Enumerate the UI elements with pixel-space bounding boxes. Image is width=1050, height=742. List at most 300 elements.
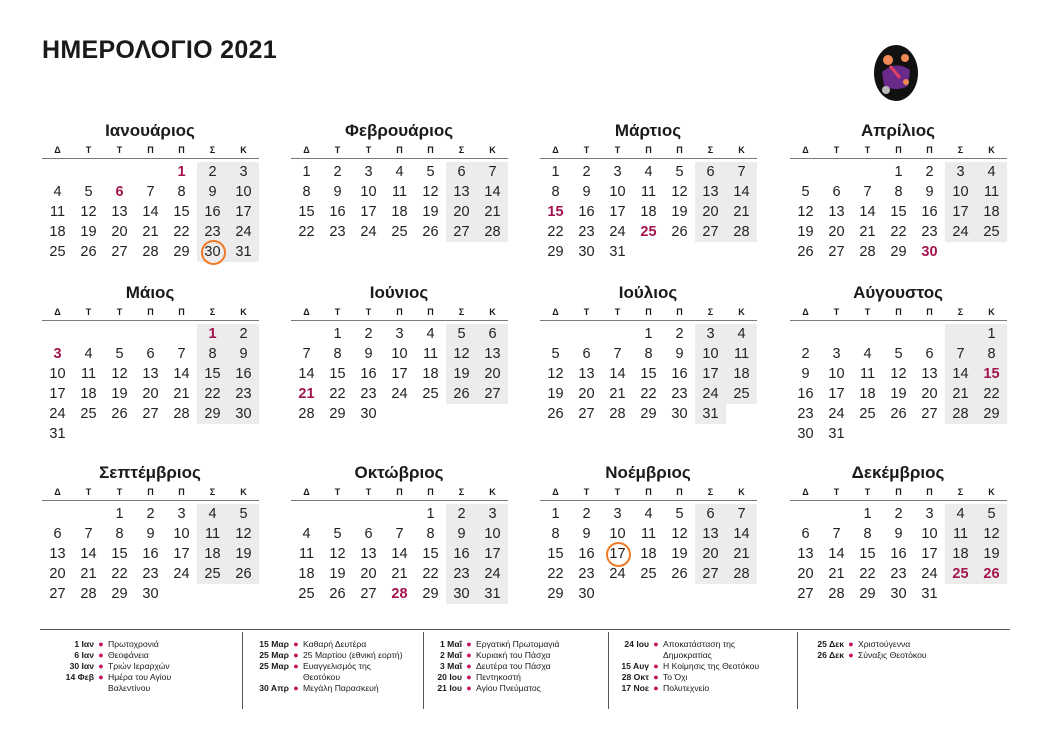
month-grid (790, 142, 1006, 262)
logo-icon (870, 42, 922, 104)
legend-item (430, 672, 559, 683)
day-cell: 28 (391, 586, 408, 602)
day-cell: 5 (115, 346, 124, 362)
empty-cell (883, 324, 914, 344)
day-cell: 4 (84, 346, 93, 362)
legend-item (54, 672, 171, 683)
day-cell: 3 (228, 162, 259, 182)
day-cell: 6 (695, 504, 726, 524)
day-cell: 6 (925, 346, 934, 362)
empty-cell (821, 324, 852, 344)
weekday-header: Τ (104, 304, 135, 321)
weekday-header: Τ (73, 142, 104, 159)
day-cell: 19 (671, 204, 688, 220)
day-cell: 26 (671, 224, 688, 240)
weekday-header: Κ (477, 142, 508, 159)
day-cell: 2 (197, 162, 228, 182)
day-cell: 4 (644, 506, 653, 522)
day-cell: 18 (391, 204, 408, 220)
day-cell: 18 (422, 366, 439, 382)
day-cell: 27 (921, 406, 938, 422)
weekday-header: Τ (571, 304, 602, 321)
day-cell: 11 (197, 524, 228, 544)
bullet-icon: ● (466, 650, 472, 660)
day-cell: 12 (547, 366, 564, 382)
day-cell: 7 (146, 184, 155, 200)
day-cell: 16 (197, 202, 228, 222)
day-cell: 22 (547, 566, 564, 582)
day-cell: 8 (644, 346, 653, 362)
day-cell: 2 (146, 506, 155, 522)
empty-cell (353, 504, 384, 524)
day-cell: 10 (391, 346, 408, 362)
day-cell: 28 (828, 586, 845, 602)
legend-item (54, 639, 171, 650)
month-calendar (540, 120, 756, 262)
day-cell: 29 (547, 586, 564, 602)
day-cell: 6 (53, 526, 62, 542)
day-cell: 19 (446, 364, 477, 384)
day-cell: 1 (894, 164, 903, 180)
day-cell: 20 (797, 566, 814, 582)
day-cell: 5 (84, 184, 93, 200)
day-cell: 22 (111, 566, 128, 582)
month-grid (291, 484, 507, 604)
legend-date: 3 Μαΐ (440, 661, 462, 671)
month-calendar (291, 282, 507, 424)
empty-cell (104, 162, 135, 182)
day-cell: 25 (859, 406, 876, 422)
day-cell: 14 (828, 546, 845, 562)
weekday-header: Τ (821, 484, 852, 501)
weekday-header: Τ (322, 304, 353, 321)
day-cell: 21 (477, 202, 508, 222)
day-cell: 14 (142, 204, 159, 220)
day-cell: 10 (945, 182, 976, 202)
month-calendar (790, 120, 1006, 262)
empty-cell (73, 162, 104, 182)
weekday-header: Σ (945, 142, 976, 159)
weekday-header: Τ (353, 304, 384, 321)
weekday-header: Σ (945, 484, 976, 501)
day-cell: 6 (695, 162, 726, 182)
day-cell: 3 (177, 506, 186, 522)
legend-text: Εργατική Πρωτομαγιά (476, 639, 560, 649)
day-cell: 13 (142, 366, 159, 382)
day-cell: 9 (228, 344, 259, 364)
day-cell: 8 (976, 344, 1007, 364)
day-cell: 31 (228, 242, 259, 262)
weekday-header: Σ (695, 484, 726, 501)
weekday-header: Τ (821, 142, 852, 159)
day-cell: 8 (551, 184, 560, 200)
day-cell: 24 (360, 224, 377, 240)
weekday-header: Π (664, 142, 695, 159)
month-name: Δεκέμβριος (851, 463, 945, 482)
weekday-header: Κ (477, 484, 508, 501)
legend-column (797, 632, 927, 709)
bullet-icon (94, 683, 108, 694)
day-cell: 4 (395, 164, 404, 180)
empty-cell (790, 504, 821, 524)
day-cell: 6 (477, 324, 508, 344)
day-cell: 22 (422, 566, 439, 582)
day-cell: 9 (364, 346, 373, 362)
day-cell: 14 (80, 546, 97, 562)
day-cell: 1 (551, 164, 560, 180)
day-cell: 4 (863, 346, 872, 362)
day-cell: 20 (446, 202, 477, 222)
weekday-header: Σ (945, 304, 976, 321)
day-cell: 21 (609, 386, 626, 402)
day-cell: 28 (726, 222, 757, 242)
day-cell: 17 (173, 546, 190, 562)
month-calendar (291, 120, 507, 242)
day-cell: 18 (298, 566, 315, 582)
month-grid (42, 304, 258, 444)
weekday-header: Κ (726, 142, 757, 159)
weekday-header: Κ (477, 304, 508, 321)
day-cell: 26 (422, 224, 439, 240)
legend-text: Ημέρα του Αγίου (108, 672, 172, 682)
day-cell: 23 (142, 566, 159, 582)
legend-item (430, 661, 559, 672)
legend-date: 26 Δεκ (817, 650, 844, 660)
weekday-header: Τ (852, 484, 883, 501)
day-cell: 20 (111, 224, 128, 240)
day-cell: 13 (360, 546, 377, 562)
day-cell: 31 (477, 584, 508, 604)
day-cell: 11 (859, 366, 876, 382)
day-cell: 14 (298, 366, 315, 382)
legend-column (423, 632, 559, 709)
weekday-header: Π (166, 142, 197, 159)
month-name: Φεβρουάριος (344, 121, 454, 140)
month-name: Νοέμβριος (605, 463, 691, 482)
day-cell: 15 (197, 364, 228, 384)
legend-date: 21 Ιου (437, 683, 462, 693)
day-cell: 24 (173, 566, 190, 582)
weekday-header: Τ (353, 484, 384, 501)
day-cell: 3 (477, 504, 508, 524)
day-cell: 5 (675, 506, 684, 522)
day-cell: 6 (582, 346, 591, 362)
day-cell: 29 (173, 244, 190, 260)
day-cell: 29 (329, 406, 346, 422)
day-cell: 20 (828, 224, 845, 240)
day-cell: 28 (945, 404, 976, 424)
day-cell: 26 (547, 406, 564, 422)
bullet-icon: ● (848, 650, 854, 660)
legend-text: Τριών Ιεραρχών (108, 661, 170, 671)
legend-date: 17 Νοε (621, 683, 649, 693)
day-cell: 10 (228, 182, 259, 202)
weekday-header: Π (166, 484, 197, 501)
legend-item (249, 672, 403, 683)
legend-date: 15 Μαρ (259, 639, 289, 649)
day-cell: 6 (364, 526, 373, 542)
day-cell: 7 (945, 344, 976, 364)
empty-cell (104, 324, 135, 344)
empty-cell (291, 324, 322, 344)
legend-text: Σύναξις Θεοτόκου (858, 650, 927, 660)
day-cell: 16 (360, 366, 377, 382)
day-cell: 23 (228, 384, 259, 404)
empty-cell (135, 324, 166, 344)
weekday-header: Π (415, 304, 446, 321)
weekday-header: Σ (446, 304, 477, 321)
day-cell: 2 (333, 164, 342, 180)
day-cell: 12 (671, 184, 688, 200)
day-cell: 30 (578, 586, 595, 602)
day-cell: 10 (921, 526, 938, 542)
legend-item (430, 650, 559, 661)
day-cell: 2 (894, 506, 903, 522)
day-cell: 24 (477, 564, 508, 584)
day-cell: 22 (298, 224, 315, 240)
legend-item (804, 650, 927, 661)
day-cell: 7 (726, 162, 757, 182)
day-cell: 12 (890, 366, 907, 382)
day-cell: 8 (177, 184, 186, 200)
month-calendar (42, 282, 258, 444)
legend-date: 25 Μαρ (259, 650, 289, 660)
weekday-header: Τ (73, 304, 104, 321)
day-cell: 21 (80, 566, 97, 582)
day-cell: 12 (80, 204, 97, 220)
day-cell: 24 (921, 566, 938, 582)
weekday-header: Σ (197, 484, 228, 501)
weekday-header: Σ (446, 484, 477, 501)
day-cell: 10 (477, 524, 508, 544)
weekday-header: Σ (446, 142, 477, 159)
day-cell: 3 (364, 164, 373, 180)
legend-text: Πολυτεχνείο (663, 683, 710, 693)
day-cell: 8 (115, 526, 124, 542)
day-cell: 7 (84, 526, 93, 542)
bullet-icon: ● (293, 683, 299, 693)
weekday-header: Δ (291, 484, 322, 501)
day-cell: 5 (228, 504, 259, 524)
weekday-header: Δ (291, 142, 322, 159)
weekday-header: Δ (291, 304, 322, 321)
weekday-header: Σ (197, 304, 228, 321)
day-cell: 23 (921, 224, 938, 240)
day-cell: 28 (298, 406, 315, 422)
day-cell: 4 (644, 164, 653, 180)
empty-cell (790, 162, 821, 182)
legend-item (430, 639, 559, 650)
day-cell: 4 (302, 526, 311, 542)
day-cell: 2 (675, 326, 684, 342)
day-cell: 18 (976, 202, 1007, 222)
weekday-header: Π (883, 142, 914, 159)
bullet-icon: ● (293, 650, 299, 660)
day-cell: 14 (726, 182, 757, 202)
day-cell: 12 (976, 524, 1007, 544)
day-cell: 21 (142, 224, 159, 240)
weekday-header: Τ (322, 142, 353, 159)
day-cell: 12 (422, 184, 439, 200)
day-cell: 10 (49, 366, 66, 382)
day-cell: 18 (859, 386, 876, 402)
day-cell: 15 (859, 546, 876, 562)
day-cell: 7 (302, 346, 311, 362)
month-name: Οκτώβριος (354, 463, 444, 482)
day-cell: 8 (894, 184, 903, 200)
day-cell: 24 (609, 224, 626, 240)
day-cell: 14 (726, 524, 757, 544)
day-cell: 11 (640, 184, 657, 200)
legend-date: 25 Δεκ (817, 639, 844, 649)
day-cell: 28 (859, 244, 876, 260)
day-cell: 30 (578, 244, 595, 260)
bullet-icon: ● (653, 683, 659, 693)
legend-date: 30 Ιαν (69, 661, 94, 671)
day-cell: 13 (578, 366, 595, 382)
day-cell: 12 (111, 366, 128, 382)
day-cell: 11 (726, 344, 757, 364)
day-cell: 5 (446, 324, 477, 344)
weekday-header: Τ (104, 142, 135, 159)
day-cell: 24 (695, 384, 726, 404)
day-cell: 8 (302, 184, 311, 200)
empty-cell (73, 504, 104, 524)
weekday-header: Π (914, 304, 945, 321)
day-cell: 12 (329, 546, 346, 562)
day-cell: 28 (477, 222, 508, 242)
weekday-header: Τ (852, 142, 883, 159)
day-cell: 26 (671, 566, 688, 582)
day-cell: 31 (828, 426, 845, 442)
day-cell: 13 (446, 182, 477, 202)
day-cell: 24 (828, 406, 845, 422)
day-cell: 6 (832, 184, 841, 200)
day-cell: 18 (49, 224, 66, 240)
day-cell: 5 (426, 164, 435, 180)
day-cell: 29 (422, 586, 439, 602)
weekday-header: Π (633, 304, 664, 321)
day-cell: 7 (177, 346, 186, 362)
legend-item (54, 683, 171, 694)
day-cell: 3 (945, 162, 976, 182)
day-cell: 29 (859, 586, 876, 602)
day-cell: 9 (894, 526, 903, 542)
day-cell: 24 (391, 386, 408, 402)
weekday-header: Π (883, 484, 914, 501)
day-cell: 10 (360, 184, 377, 200)
month-calendar (790, 282, 1006, 444)
day-cell: 2 (364, 326, 373, 342)
day-cell: 23 (797, 406, 814, 422)
weekday-header: Κ (726, 304, 757, 321)
day-cell: 30 (228, 404, 259, 424)
bullet-icon: ● (466, 639, 472, 649)
day-cell: 18 (640, 546, 657, 562)
day-cell: 27 (828, 244, 845, 260)
legend-item (615, 683, 759, 694)
day-cell: 25 (726, 384, 757, 404)
day-cell: 22 (890, 224, 907, 240)
legend-text: Κυριακή του Πάσχα (476, 650, 551, 660)
weekday-header: Π (664, 484, 695, 501)
legend-column (242, 632, 403, 709)
day-cell: 10 (173, 526, 190, 542)
day-cell: 23 (360, 386, 377, 402)
weekday-header: Π (415, 142, 446, 159)
day-cell: 9 (582, 526, 591, 542)
day-cell: 14 (859, 204, 876, 220)
day-cell: 23 (329, 224, 346, 240)
day-cell: 27 (477, 384, 508, 404)
page-title: ΗΜΕΡΟΛΟΓΙΟ 2021 (42, 36, 277, 64)
legend-text: Βαλεντίνου (108, 683, 151, 693)
empty-cell (945, 324, 976, 344)
weekday-header: Π (135, 304, 166, 321)
day-cell: 4 (53, 184, 62, 200)
month-calendar (540, 282, 756, 424)
day-cell: 27 (695, 564, 726, 584)
legend-item (804, 639, 927, 650)
day-cell: 19 (797, 224, 814, 240)
weekday-header: Σ (695, 142, 726, 159)
legend-column (54, 639, 171, 694)
legend-column (608, 632, 759, 709)
legend-item (249, 683, 403, 694)
day-cell: 7 (477, 162, 508, 182)
day-cell: 1 (863, 506, 872, 522)
day-cell: 16 (921, 204, 938, 220)
weekday-header: Δ (790, 304, 821, 321)
day-cell: 23 (197, 222, 228, 242)
weekday-header: Τ (852, 304, 883, 321)
month-calendar (790, 462, 1006, 604)
day-cell: 13 (797, 546, 814, 562)
weekday-header: Π (384, 484, 415, 501)
empty-cell (571, 324, 602, 344)
weekday-header: Τ (104, 484, 135, 501)
weekday-header: Κ (228, 142, 259, 159)
day-cell: 30 (142, 586, 159, 602)
day-cell: 20 (477, 364, 508, 384)
day-cell: 18 (945, 544, 976, 564)
day-cell: 21 (945, 384, 976, 404)
day-cell: 1 (551, 506, 560, 522)
day-cell: 31 (49, 426, 66, 442)
legend-date: 28 Οκτ (621, 672, 649, 682)
bullet-icon (649, 650, 663, 661)
day-cell: 1 (426, 506, 435, 522)
empty-cell (73, 324, 104, 344)
day-cell: 2 (228, 324, 259, 344)
day-cell: 11 (422, 346, 439, 362)
day-cell: 25 (49, 244, 66, 260)
day-cell: 3 (613, 164, 622, 180)
day-cell: 26 (228, 564, 259, 584)
weekday-header: Π (633, 142, 664, 159)
day-cell: 15 (298, 204, 315, 220)
day-cell: 17 (49, 386, 66, 402)
day-cell: 1 (976, 324, 1007, 344)
legend-text: 25 Μαρτίου (εθνική εορτή) (303, 650, 403, 660)
day-cell: 29 (111, 586, 128, 602)
day-cell: 7 (863, 184, 872, 200)
day-cell: 14 (391, 546, 408, 562)
day-cell: 7 (395, 526, 404, 542)
day-cell: 21 (173, 386, 190, 402)
day-cell: 3 (832, 346, 841, 362)
day-cell: 19 (890, 386, 907, 402)
